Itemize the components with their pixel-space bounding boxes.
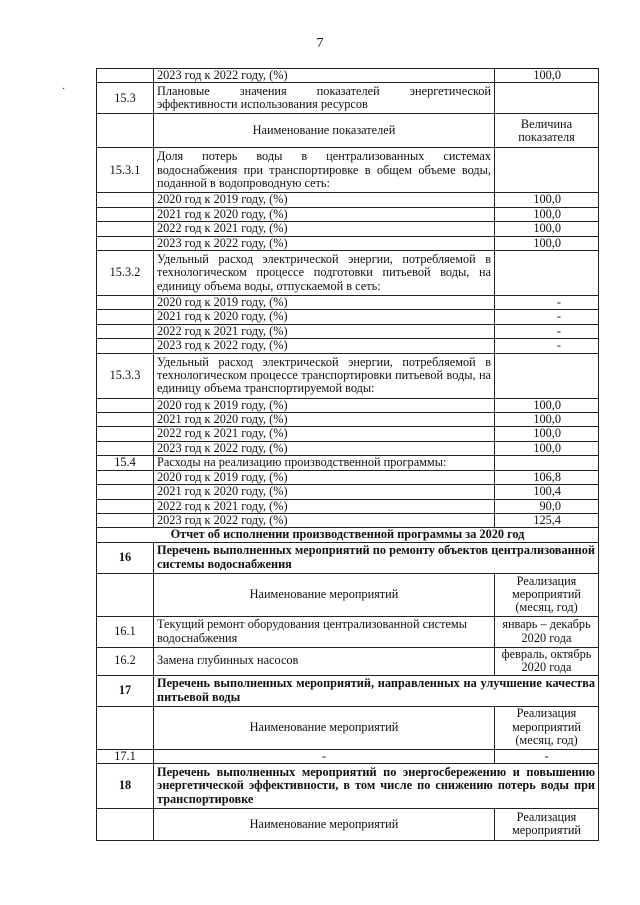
row-number [97, 513, 154, 527]
indicator-value: - [495, 339, 599, 353]
row-number [97, 470, 154, 484]
table-row [97, 513, 599, 527]
indicator-value [495, 456, 599, 470]
table-row [97, 193, 599, 207]
item-number: 16.2 [97, 647, 154, 675]
item-period: - [495, 749, 599, 763]
table-row [97, 528, 599, 542]
row-number [97, 413, 154, 427]
indicator-name: Плановые значения показателей энергетической эффективности использования ресурсов [154, 83, 495, 114]
indicator-period: 2020 год к 2019 году, (%) [154, 193, 495, 207]
row-number [97, 573, 154, 616]
indicator-period: 2020 год к 2019 году, (%) [154, 470, 495, 484]
indicator-value: 106,8 [495, 470, 599, 484]
table-row [97, 148, 599, 193]
table-row [97, 808, 599, 840]
row-number [97, 441, 154, 455]
table-row [97, 114, 599, 148]
indicator-value: - [495, 324, 599, 338]
indicator-value: 100,0 [495, 193, 599, 207]
table-row [97, 470, 599, 484]
indicator-period: 2022 год к 2021 году, (%) [154, 499, 495, 513]
row-number [97, 69, 154, 83]
item-name: Замена глубинных насосов [154, 647, 495, 675]
indicator-name: Доля потерь воды в централизованных системах водоснабжения при транспортировке в общем объеме воды, поданной в водопроводную сеть: [154, 148, 495, 193]
column-header-value: Реализация мероприятий (месяц, год) [495, 573, 599, 616]
indicator-period: 2022 год к 2021 году, (%) [154, 324, 495, 338]
row-number [97, 398, 154, 412]
indicator-name: Удельный расход электрической энергии, потребляемой в технологическом процессе транспортировки питьевой воды, на единицу объема транспортируемой воды: [154, 353, 495, 398]
table-row [97, 542, 599, 573]
indicator-value: 100,0 [495, 413, 599, 427]
margin-mark: · [62, 84, 66, 95]
table-row [97, 441, 599, 455]
indicator-value [495, 251, 599, 296]
column-header-value: Реализация мероприятий [495, 808, 599, 840]
column-header-name: Наименование мероприятий [154, 808, 495, 840]
row-number [97, 114, 154, 148]
row-number [97, 296, 154, 310]
table-row [97, 83, 599, 114]
table-row [97, 763, 599, 808]
row-number: 15.3 [97, 83, 154, 114]
item-name: Текущий ремонт оборудования централизованной системы водоснабжения [154, 616, 495, 647]
row-number [97, 193, 154, 207]
table-row [97, 222, 599, 236]
indicator-value: 100,0 [495, 69, 599, 83]
indicator-value: - [495, 296, 599, 310]
indicator-period: 2023 год к 2022 году, (%) [154, 339, 495, 353]
table-row [97, 207, 599, 221]
column-header-name: Наименование мероприятий [154, 573, 495, 616]
item-period: январь – декабрь 2020 года [495, 616, 599, 647]
table-row [97, 749, 599, 763]
table-row [97, 485, 599, 499]
table-row [97, 353, 599, 398]
row-number [97, 706, 154, 749]
table-row [97, 324, 599, 338]
indicator-period: 2021 год к 2020 году, (%) [154, 413, 495, 427]
table-row [97, 296, 599, 310]
table-row [97, 675, 599, 706]
column-header-name: Наименование показателей [154, 114, 495, 148]
page-number: 7 [316, 36, 324, 51]
column-header-value: Величина показателя [495, 114, 599, 148]
indicator-period: 2020 год к 2019 году, (%) [154, 398, 495, 412]
indicator-value: 100,0 [495, 441, 599, 455]
section-number: 16 [97, 542, 154, 573]
row-number [97, 499, 154, 513]
indicator-period: 2021 год к 2020 году, (%) [154, 485, 495, 499]
table-row [97, 310, 599, 324]
indicator-value: 125,4 [495, 513, 599, 527]
row-number [97, 339, 154, 353]
section-heading: Перечень выполненных мероприятий по ремонту объектов централизованной системы водоснабжения [154, 542, 599, 573]
row-number: 15.3.2 [97, 251, 154, 296]
row-number [97, 808, 154, 840]
table-row [97, 413, 599, 427]
indicator-period: 2023 год к 2022 году, (%) [154, 69, 495, 83]
indicator-value: 100,0 [495, 207, 599, 221]
indicator-value: 100,0 [495, 236, 599, 250]
section-number: 18 [97, 763, 154, 808]
item-name: - [154, 749, 495, 763]
table-row [97, 499, 599, 513]
table-row [97, 573, 599, 616]
table-row [97, 69, 599, 83]
indicator-value: 100,4 [495, 485, 599, 499]
row-number: 15.4 [97, 456, 154, 470]
row-number [97, 236, 154, 250]
indicator-name: Удельный расход электрической энергии, потребляемой в технологическом процессе подготовки питьевой воды, на единицу объема воды, отпускаемой в сеть: [154, 251, 495, 296]
indicator-value: 90,0 [495, 499, 599, 513]
section-heading: Перечень выполненных мероприятий по энергосбережению и повышению энергетической эффективности, в том числе по снижению потерь воды при транспортировке [154, 763, 599, 808]
indicator-name: Расходы на реализацию производственной программы: [154, 456, 495, 470]
indicator-period: 2022 год к 2021 году, (%) [154, 427, 495, 441]
indicator-period: 2022 год к 2021 году, (%) [154, 222, 495, 236]
section-heading: Перечень выполненных мероприятий, направленных на улучшение качества питьевой воды [154, 675, 599, 706]
table-row [97, 616, 599, 647]
row-number: 15.3.3 [97, 353, 154, 398]
table-row [97, 706, 599, 749]
indicator-value [495, 353, 599, 398]
item-number: 16.1 [97, 616, 154, 647]
indicator-period: 2020 год к 2019 году, (%) [154, 296, 495, 310]
table-row [97, 339, 599, 353]
table-row [97, 427, 599, 441]
column-header-name: Наименование мероприятий [154, 706, 495, 749]
indicator-value: 100,0 [495, 398, 599, 412]
indicator-period: 2023 год к 2022 году, (%) [154, 441, 495, 455]
table-row [97, 236, 599, 250]
column-header-value: Реализация мероприятий (месяц, год) [495, 706, 599, 749]
section-title: Отчет об исполнении производственной программы за 2020 год [97, 528, 599, 542]
item-number: 17.1 [97, 749, 154, 763]
table-row [97, 251, 599, 296]
indicator-value [495, 83, 599, 114]
row-number: 15.3.1 [97, 148, 154, 193]
indicator-period: 2023 год к 2022 году, (%) [154, 236, 495, 250]
row-number [97, 310, 154, 324]
table-row [97, 398, 599, 412]
row-number [97, 324, 154, 338]
indicator-value [495, 148, 599, 193]
row-number [97, 222, 154, 236]
row-number [97, 485, 154, 499]
indicator-value: - [495, 310, 599, 324]
table-row [97, 647, 599, 675]
indicator-period: 2023 год к 2022 году, (%) [154, 513, 495, 527]
item-period: февраль, октябрь 2020 года [495, 647, 599, 675]
indicator-period: 2021 год к 2020 году, (%) [154, 310, 495, 324]
section-number: 17 [97, 675, 154, 706]
indicator-value: 100,0 [495, 427, 599, 441]
row-number [97, 207, 154, 221]
indicator-value: 100,0 [495, 222, 599, 236]
report-table [96, 68, 599, 841]
row-number [97, 427, 154, 441]
table-row [97, 456, 599, 470]
indicator-period: 2021 год к 2020 году, (%) [154, 207, 495, 221]
